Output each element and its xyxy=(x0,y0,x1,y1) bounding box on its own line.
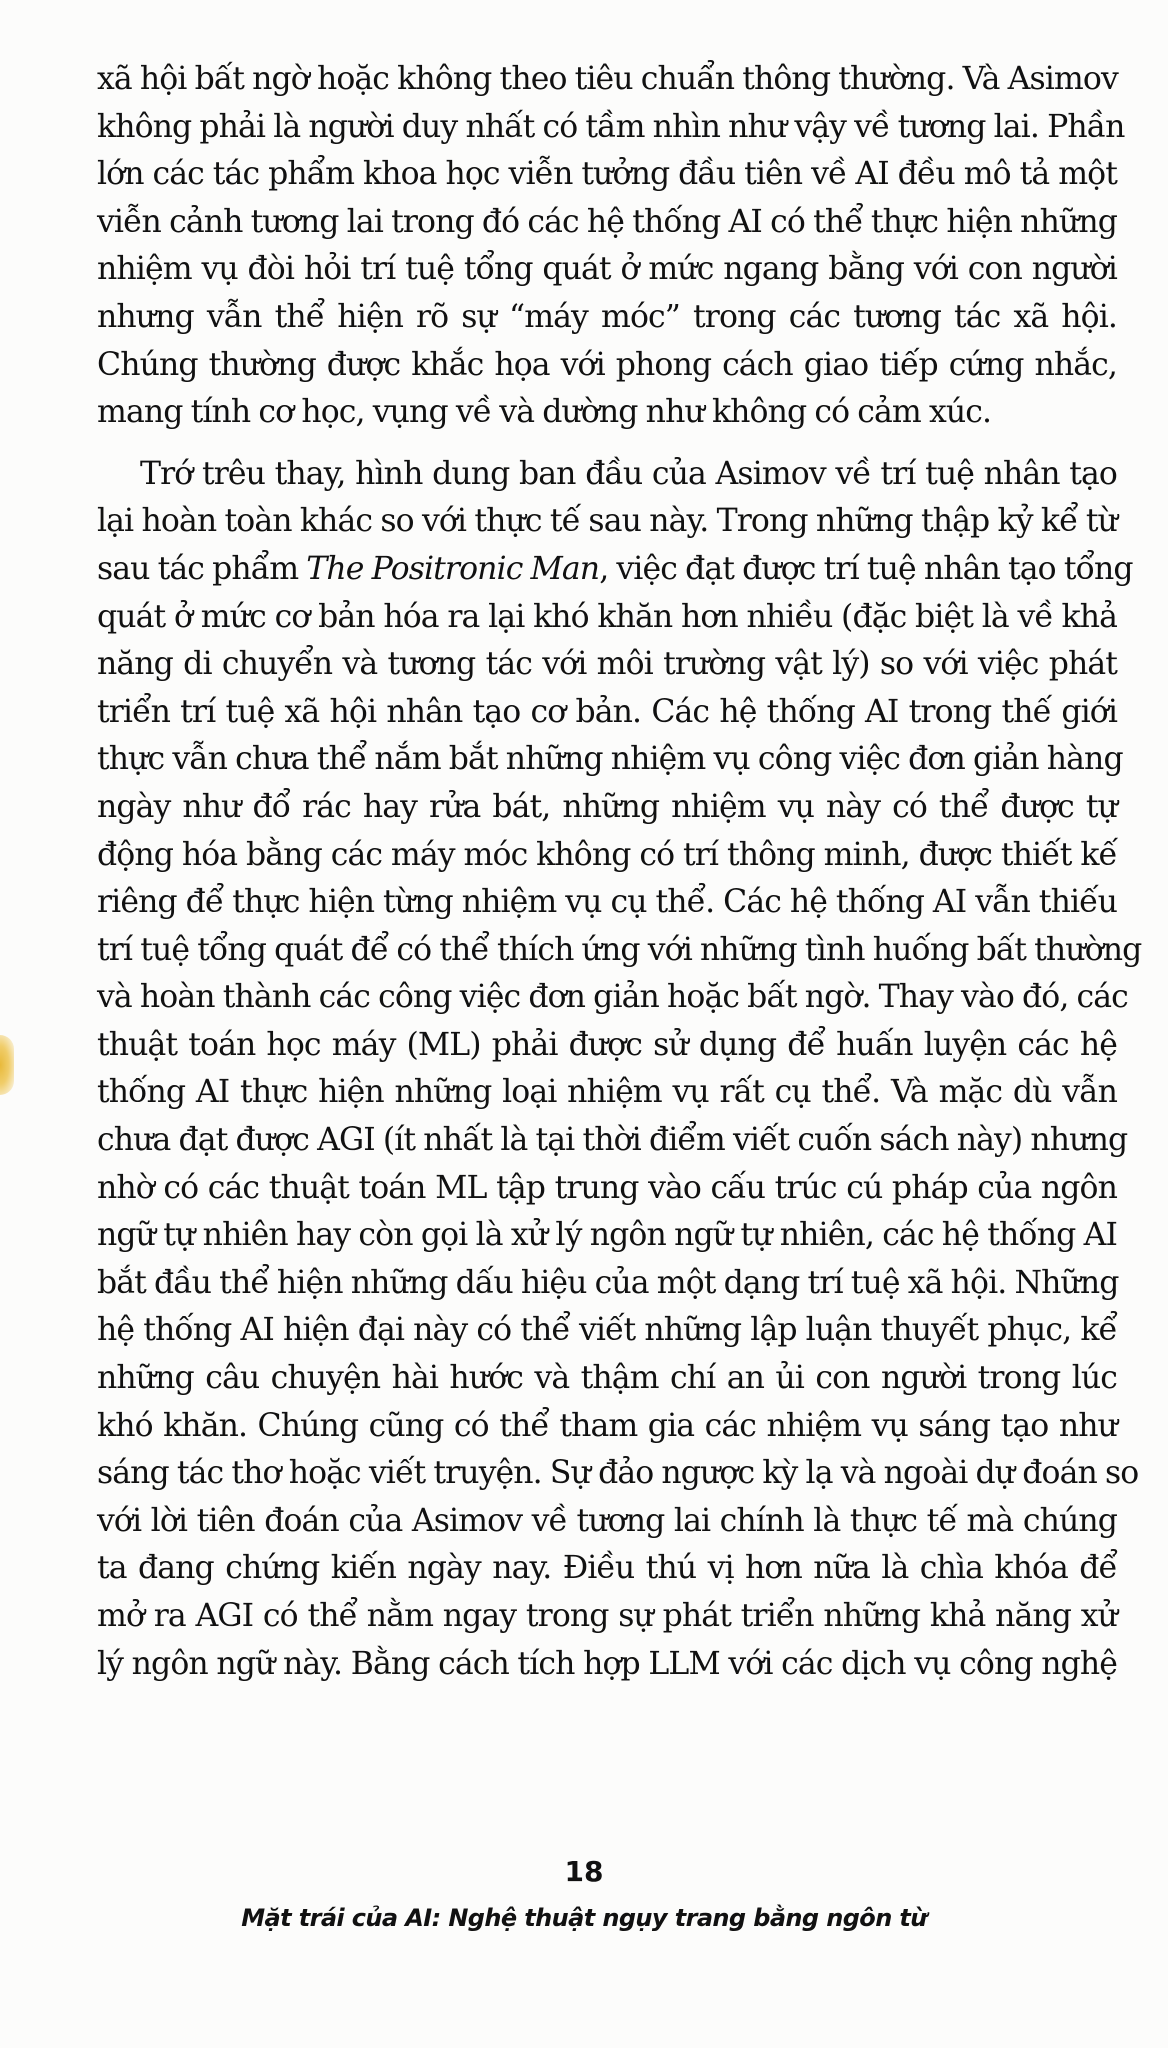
text-line: ngữ tự nhiên hay còn gọi là xử lý ngôn ngữ tự nhiên, các hệ thống AI xyxy=(97,1217,1117,1254)
text-line: khó khăn. Chúng cũng có thể tham gia các nhiệm vụ sáng tạo như xyxy=(97,1407,1117,1444)
text-line: nhiệm vụ đòi hỏi trí tuệ tổng quát ở mức ngang bằng với con người xyxy=(97,251,1117,288)
text-line: lại hoàn toàn khác so với thực tế sau này. Trong những thập kỷ kể từ xyxy=(97,503,1117,540)
text-line: và hoàn thành các công việc đơn giản hoặc bất ngờ. Thay vào đó, các xyxy=(97,979,1128,1016)
text-line: ta đang chứng kiến ngày nay. Điều thú vị hơn nữa là chìa khóa để xyxy=(97,1550,1117,1587)
text-line: nhờ có các thuật toán ML tập trung vào cấu trúc cú pháp của ngôn xyxy=(97,1169,1117,1206)
text-line: hệ thống AI hiện đại này có thể viết những lập luận thuyết phục, kể xyxy=(97,1312,1117,1349)
running-footer-book-title: Mặt trái của AI: Nghệ thuật ngụy trang bằng ngôn từ xyxy=(241,1904,927,1932)
text-fragment: , việc đạt được trí tuệ nhân tạo tổng xyxy=(599,550,1133,587)
body-text xyxy=(97,56,1142,1688)
text-line: với lời tiên đoán của Asimov về tương lai chính là thực tế mà chúng xyxy=(97,1502,1117,1539)
text-line: không phải là người duy nhất có tầm nhìn như vậy về tương lai. Phần xyxy=(97,108,1125,145)
text-line: trí tuệ tổng quát để có thể thích ứng với những tình huống bất thường xyxy=(97,931,1142,968)
text-line: lớn các tác phẩm khoa học viễn tưởng đầu tiên về AI đều mô tả một xyxy=(97,156,1117,193)
text-line: thống AI thực hiện những loại nhiệm vụ rất cụ thể. Và mặc dù vẫn xyxy=(97,1074,1117,1111)
paragraph-1 xyxy=(97,56,1125,437)
book-title-italic: The Positronic Man xyxy=(306,550,600,587)
text-line: Chúng thường được khắc họa với phong cách giao tiếp cứng nhắc, xyxy=(97,346,1117,383)
text-line: riêng để thực hiện từng nhiệm vụ cụ thể. Các hệ thống AI vẫn thiếu xyxy=(97,884,1117,921)
page-number: 18 xyxy=(564,1855,604,1888)
text-line: mang tính cơ học, vụng về và dường như không có cảm xúc. xyxy=(97,394,992,431)
page-edge-stain xyxy=(0,1035,14,1095)
text-line: triển trí tuệ xã hội nhân tạo cơ bản. Các hệ thống AI trong thế giới xyxy=(97,693,1117,730)
text-line: những câu chuyện hài hước và thậm chí an ủi con người trong lúc xyxy=(97,1360,1117,1397)
text-line: chưa đạt được AGI (ít nhất là tại thời điểm viết cuốn sách này) nhưng xyxy=(97,1122,1128,1159)
text-line: năng di chuyển và tương tác với môi trường vật lý) so với việc phát xyxy=(97,646,1117,683)
text-line: động hóa bằng các máy móc không có trí thông minh, được thiết kế xyxy=(97,836,1117,873)
text-line: quát ở mức cơ bản hóa ra lại khó khăn hơn nhiều (đặc biệt là về khả xyxy=(97,598,1117,635)
text-line: nhưng vẫn thể hiện rõ sự “máy móc” trong các tương tác xã hội. xyxy=(97,298,1117,335)
text-line: bắt đầu thể hiện những dấu hiệu của một dạng trí tuệ xã hội. Những xyxy=(97,1264,1119,1301)
text-line: sáng tác thơ hoặc viết truyện. Sự đảo ngược kỳ lạ và ngoài dự đoán so xyxy=(97,1455,1139,1492)
text-line: thực vẫn chưa thể nắm bắt những nhiệm vụ công việc đơn giản hàng xyxy=(97,741,1123,778)
text-line: Trớ trêu thay, hình dung ban đầu của Asimov về trí tuệ nhân tạo xyxy=(140,455,1117,492)
text-fragment: sau tác phẩm xyxy=(97,550,307,587)
text-line: viễn cảnh tương lai trong đó các hệ thống AI có thể thực hiện những xyxy=(97,203,1117,240)
text-line: xã hội bất ngờ hoặc không theo tiêu chuẩn thông thường. Và Asimov xyxy=(97,61,1118,97)
text-line: mở ra AGI có thể nằm ngay trong sự phát triển những khả năng xử xyxy=(97,1598,1117,1634)
text-line: thuật toán học máy (ML) phải được sử dụng để huấn luyện các hệ xyxy=(97,1026,1117,1063)
text-line: ngày như đổ rác hay rửa bát, những nhiệm vụ này có thể được tự xyxy=(97,788,1117,825)
text-line-with-title xyxy=(97,546,1133,594)
text-line: lý ngôn ngữ này. Bằng cách tích hợp LLM với các dịch vụ công nghệ xyxy=(97,1645,1117,1682)
paragraph-2 xyxy=(97,451,1142,1688)
